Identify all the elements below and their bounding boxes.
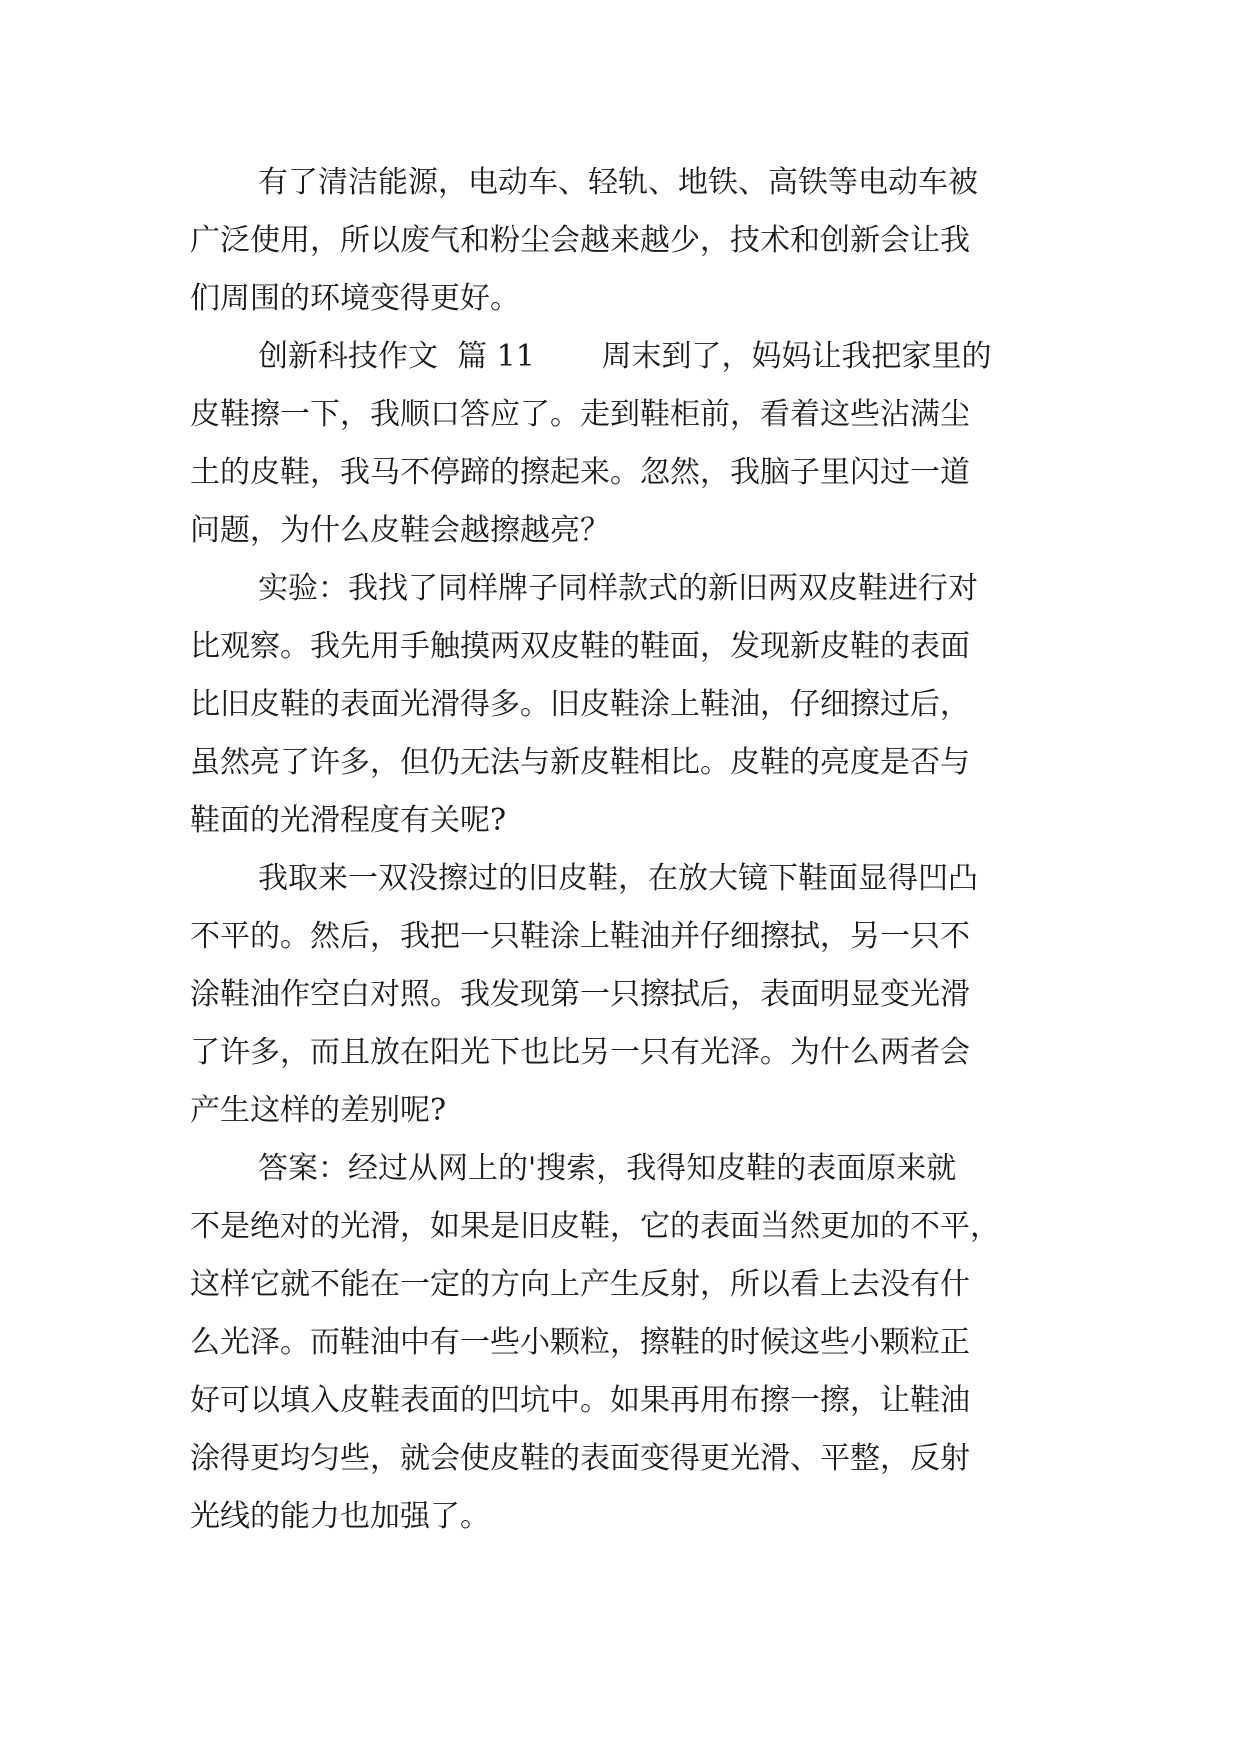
text-line: 涂鞋油作空白对照。我发现第一只擦拭后，表面明显变光滑 xyxy=(190,977,970,1012)
text-line: 么光泽。而鞋油中有一些小颗粒，擦鞋的时候这些小颗粒正 xyxy=(190,1325,970,1360)
text-line: 产生这样的差别呢? xyxy=(190,1093,447,1128)
text-line: 不平的。然后，我把一只鞋涂上鞋油并仔细擦拭，另一只不 xyxy=(190,919,970,954)
text-line: 问题，为什么皮鞋会越擦越亮？ xyxy=(190,513,610,548)
paragraph-4 xyxy=(190,850,1050,1140)
paragraph-2 xyxy=(190,328,1050,560)
text-line: 鞋面的光滑程度有关呢? xyxy=(190,803,507,838)
text-line: 答案：经过从网上的'搜索，我得知皮鞋的表面原来就 xyxy=(258,1151,957,1186)
text-line: 们周围的环境变得更好。 xyxy=(190,281,520,316)
paragraph-1 xyxy=(190,154,1050,328)
paragraph-3 xyxy=(190,560,1050,850)
text-line: 不是绝对的光滑，如果是旧皮鞋，它的表面当然更加的不平， xyxy=(190,1209,1000,1244)
text-line: 皮鞋擦一下，我顺口答应了。走到鞋柜前，看着这些沾满尘 xyxy=(190,397,970,432)
text-line: 有了清洁能源，电动车、轻轨、地铁、高铁等电动车被 xyxy=(258,165,978,200)
text-line: 这样它就不能在一定的方向上产生反射，所以看上去没有什 xyxy=(190,1267,970,1302)
paragraph-5 xyxy=(190,1140,1050,1546)
text-line: 虽然亮了许多，但仍无法与新皮鞋相比。皮鞋的亮度是否与 xyxy=(190,745,970,780)
text-line: 了许多，而且放在阳光下也比另一只有光泽。为什么两者会 xyxy=(190,1035,970,1070)
text-line: 好可以填入皮鞋表面的凹坑中。如果再用布擦一擦，让鞋油 xyxy=(190,1383,970,1418)
text-line: 我取来一双没擦过的旧皮鞋，在放大镜下鞋面显得凹凸 xyxy=(258,861,978,896)
text-line: 实验：我找了同样牌子同样款式的新旧两双皮鞋进行对 xyxy=(258,571,978,606)
document-body xyxy=(190,154,1050,1546)
text-line: 土的皮鞋，我马不停蹄的擦起来。忽然，我脑子里闪过一道 xyxy=(190,455,970,490)
text-line: 广泛使用，所以废气和粉尘会越来越少，技术和创新会让我 xyxy=(190,223,970,258)
text-line: 比观察。我先用手触摸两双皮鞋的鞋面，发现新皮鞋的表面 xyxy=(190,629,970,664)
text-line: 比旧皮鞋的表面光滑得多。旧皮鞋涂上鞋油，仔细擦过后， xyxy=(190,687,970,722)
text-line: 光线的能力也加强了。 xyxy=(190,1499,490,1534)
text-line: 创新科技作文 篇 11 周末到了，妈妈让我把家里的 xyxy=(258,339,992,374)
text-line: 涂得更均匀些，就会使皮鞋的表面变得更光滑、平整，反射 xyxy=(190,1441,970,1476)
